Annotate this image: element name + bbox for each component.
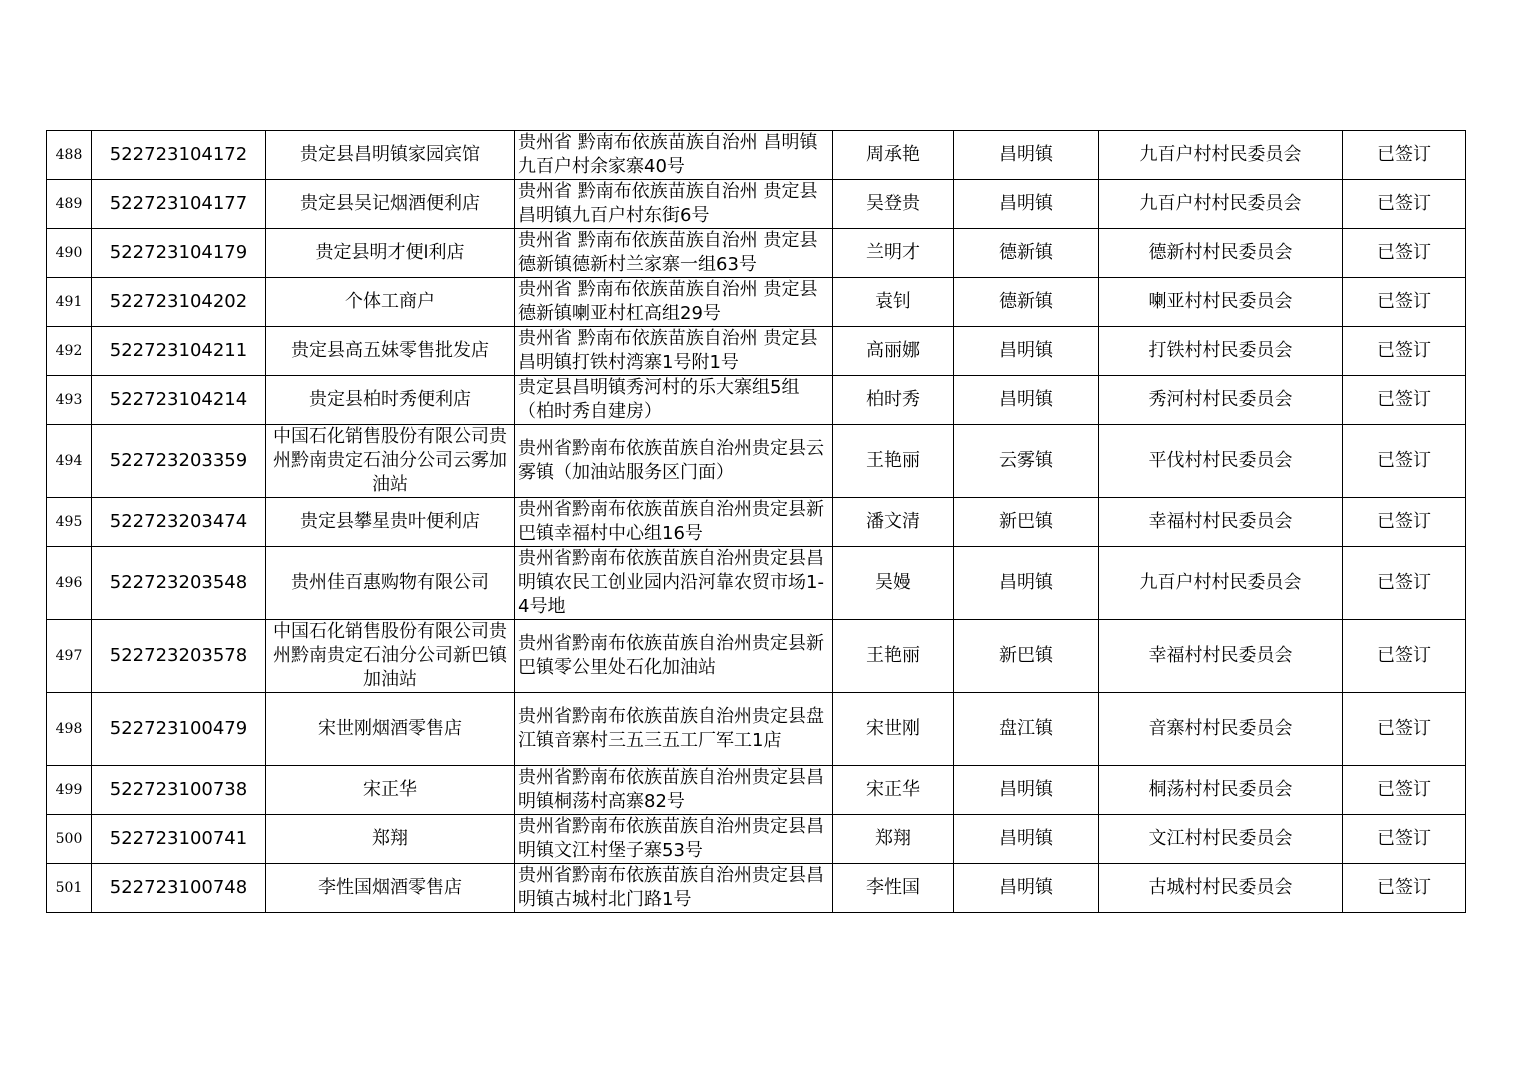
table-row xyxy=(47,180,1466,229)
store-address: 贵州省 黔南布依族苗族自治州 昌明镇九百户村余家寨40号 xyxy=(515,131,833,180)
store-address: 贵州省黔南布依族苗族自治州贵定县盘江镇音寨村三五三五工厂军工1店 xyxy=(515,693,833,766)
town-name: 昌明镇 xyxy=(954,864,1099,913)
contact-person: 宋正华 xyxy=(833,766,954,815)
sign-status: 已签订 xyxy=(1343,278,1466,327)
town-name: 云雾镇 xyxy=(954,425,1099,498)
store-name: 个体工商户 xyxy=(266,278,515,327)
sign-status: 已签订 xyxy=(1343,376,1466,425)
row-number: 494 xyxy=(47,425,92,498)
village-committee: 幸福村村民委员会 xyxy=(1099,620,1343,693)
contact-person: 郑翔 xyxy=(833,815,954,864)
table-row xyxy=(47,766,1466,815)
license-number: 522723203474 xyxy=(92,498,266,547)
store-address: 贵州省 黔南布依族苗族自治州 贵定县昌明镇打铁村湾寨1号附1号 xyxy=(515,327,833,376)
town-name: 德新镇 xyxy=(954,278,1099,327)
sign-status: 已签订 xyxy=(1343,815,1466,864)
table-row xyxy=(47,425,1466,498)
row-number: 497 xyxy=(47,620,92,693)
row-number: 492 xyxy=(47,327,92,376)
row-number: 498 xyxy=(47,693,92,766)
store-name: 中国石化销售股份有限公司贵州黔南贵定石油分公司新巴镇加油站 xyxy=(266,620,515,693)
row-number: 501 xyxy=(47,864,92,913)
row-number: 495 xyxy=(47,498,92,547)
store-address: 贵州省 黔南布依族苗族自治州 贵定县德新镇喇亚村杠高组29号 xyxy=(515,278,833,327)
table-row xyxy=(47,278,1466,327)
license-number: 522723203548 xyxy=(92,547,266,620)
village-committee: 幸福村村民委员会 xyxy=(1099,498,1343,547)
village-committee: 音寨村村民委员会 xyxy=(1099,693,1343,766)
row-number: 490 xyxy=(47,229,92,278)
town-name: 新巴镇 xyxy=(954,498,1099,547)
contact-person: 高丽娜 xyxy=(833,327,954,376)
town-name: 昌明镇 xyxy=(954,131,1099,180)
store-address: 贵州省黔南布依族苗族自治州贵定县昌明镇古城村北门路1号 xyxy=(515,864,833,913)
row-number: 489 xyxy=(47,180,92,229)
store-name: 宋正华 xyxy=(266,766,515,815)
license-number: 522723100738 xyxy=(92,766,266,815)
store-name: 贵定县攀星贵叶便利店 xyxy=(266,498,515,547)
village-committee: 古城村村民委员会 xyxy=(1099,864,1343,913)
village-committee: 打铁村村民委员会 xyxy=(1099,327,1343,376)
store-name: 宋世刚烟酒零售店 xyxy=(266,693,515,766)
village-committee: 九百户村村民委员会 xyxy=(1099,547,1343,620)
table-row xyxy=(47,498,1466,547)
license-number: 522723203359 xyxy=(92,425,266,498)
row-number: 488 xyxy=(47,131,92,180)
store-name: 郑翔 xyxy=(266,815,515,864)
store-name: 贵定县吴记烟酒便利店 xyxy=(266,180,515,229)
license-number: 522723100748 xyxy=(92,864,266,913)
license-number: 522723104179 xyxy=(92,229,266,278)
table-row xyxy=(47,815,1466,864)
table-row xyxy=(47,131,1466,180)
license-number: 522723104172 xyxy=(92,131,266,180)
store-address: 贵州省黔南布依族苗族自治州贵定县新巴镇零公里处石化加油站 xyxy=(515,620,833,693)
table-row xyxy=(47,620,1466,693)
license-number: 522723104211 xyxy=(92,327,266,376)
village-committee: 喇亚村村民委员会 xyxy=(1099,278,1343,327)
license-number: 522723100479 xyxy=(92,693,266,766)
village-committee: 桐荡村村民委员会 xyxy=(1099,766,1343,815)
village-committee: 平伐村村民委员会 xyxy=(1099,425,1343,498)
table-row xyxy=(47,693,1466,766)
store-name: 李性国烟酒零售店 xyxy=(266,864,515,913)
row-number: 493 xyxy=(47,376,92,425)
sign-status: 已签订 xyxy=(1343,766,1466,815)
town-name: 昌明镇 xyxy=(954,766,1099,815)
sign-status: 已签订 xyxy=(1343,693,1466,766)
row-number: 491 xyxy=(47,278,92,327)
license-number: 522723100741 xyxy=(92,815,266,864)
sign-status: 已签订 xyxy=(1343,620,1466,693)
sign-status: 已签订 xyxy=(1343,498,1466,547)
contact-person: 李性国 xyxy=(833,864,954,913)
contact-person: 兰明才 xyxy=(833,229,954,278)
sign-status: 已签订 xyxy=(1343,547,1466,620)
contact-person: 宋世刚 xyxy=(833,693,954,766)
table-row xyxy=(47,229,1466,278)
village-committee: 秀河村村民委员会 xyxy=(1099,376,1343,425)
license-number: 522723104177 xyxy=(92,180,266,229)
license-number: 522723104214 xyxy=(92,376,266,425)
sign-status: 已签订 xyxy=(1343,229,1466,278)
store-name: 贵定县明才便l利店 xyxy=(266,229,515,278)
store-address: 贵州省黔南布依族苗族自治州贵定县新巴镇幸福村中心组16号 xyxy=(515,498,833,547)
village-committee: 九百户村村民委员会 xyxy=(1099,131,1343,180)
sign-status: 已签订 xyxy=(1343,180,1466,229)
store-address: 贵定县昌明镇秀河村的乐大寨组5组（柏时秀自建房） xyxy=(515,376,833,425)
table-row xyxy=(47,376,1466,425)
record-table-body xyxy=(47,131,1466,913)
sign-status: 已签订 xyxy=(1343,864,1466,913)
store-address: 贵州省黔南布依族苗族自治州贵定县云雾镇（加油站服务区门面） xyxy=(515,425,833,498)
town-name: 昌明镇 xyxy=(954,376,1099,425)
row-number: 500 xyxy=(47,815,92,864)
town-name: 昌明镇 xyxy=(954,815,1099,864)
sign-status: 已签订 xyxy=(1343,131,1466,180)
village-committee: 文江村村民委员会 xyxy=(1099,815,1343,864)
store-name: 贵定县柏时秀便利店 xyxy=(266,376,515,425)
record-table xyxy=(46,130,1466,913)
town-name: 昌明镇 xyxy=(954,180,1099,229)
table-row xyxy=(47,327,1466,376)
town-name: 盘江镇 xyxy=(954,693,1099,766)
town-name: 昌明镇 xyxy=(954,547,1099,620)
store-address: 贵州省 黔南布依族苗族自治州 贵定县德新镇德新村兰家寨一组63号 xyxy=(515,229,833,278)
town-name: 新巴镇 xyxy=(954,620,1099,693)
village-committee: 德新村村民委员会 xyxy=(1099,229,1343,278)
license-number: 522723203578 xyxy=(92,620,266,693)
town-name: 德新镇 xyxy=(954,229,1099,278)
contact-person: 袁钊 xyxy=(833,278,954,327)
contact-person: 吴嫚 xyxy=(833,547,954,620)
store-name: 贵定县昌明镇家园宾馆 xyxy=(266,131,515,180)
store-name: 贵州佳百惠购物有限公司 xyxy=(266,547,515,620)
contact-person: 周承艳 xyxy=(833,131,954,180)
contact-person: 潘文清 xyxy=(833,498,954,547)
store-name: 中国石化销售股份有限公司贵州黔南贵定石油分公司云雾加油站 xyxy=(266,425,515,498)
contact-person: 王艳丽 xyxy=(833,620,954,693)
village-committee: 九百户村村民委员会 xyxy=(1099,180,1343,229)
sign-status: 已签订 xyxy=(1343,327,1466,376)
license-number: 522723104202 xyxy=(92,278,266,327)
row-number: 496 xyxy=(47,547,92,620)
table-row xyxy=(47,547,1466,620)
contact-person: 吴登贵 xyxy=(833,180,954,229)
store-address: 贵州省黔南布依族苗族自治州贵定县昌明镇桐荡村高寨82号 xyxy=(515,766,833,815)
contact-person: 王艳丽 xyxy=(833,425,954,498)
row-number: 499 xyxy=(47,766,92,815)
store-address: 贵州省黔南布依族苗族自治州贵定县昌明镇农民工创业园内沿河靠农贸市场1-4号地 xyxy=(515,547,833,620)
store-address: 贵州省黔南布依族苗族自治州贵定县昌明镇文江村堡子寨53号 xyxy=(515,815,833,864)
store-name: 贵定县高五妹零售批发店 xyxy=(266,327,515,376)
town-name: 昌明镇 xyxy=(954,327,1099,376)
table-row xyxy=(47,864,1466,913)
contact-person: 柏时秀 xyxy=(833,376,954,425)
sign-status: 已签订 xyxy=(1343,425,1466,498)
store-address: 贵州省 黔南布依族苗族自治州 贵定县昌明镇九百户村东街6号 xyxy=(515,180,833,229)
